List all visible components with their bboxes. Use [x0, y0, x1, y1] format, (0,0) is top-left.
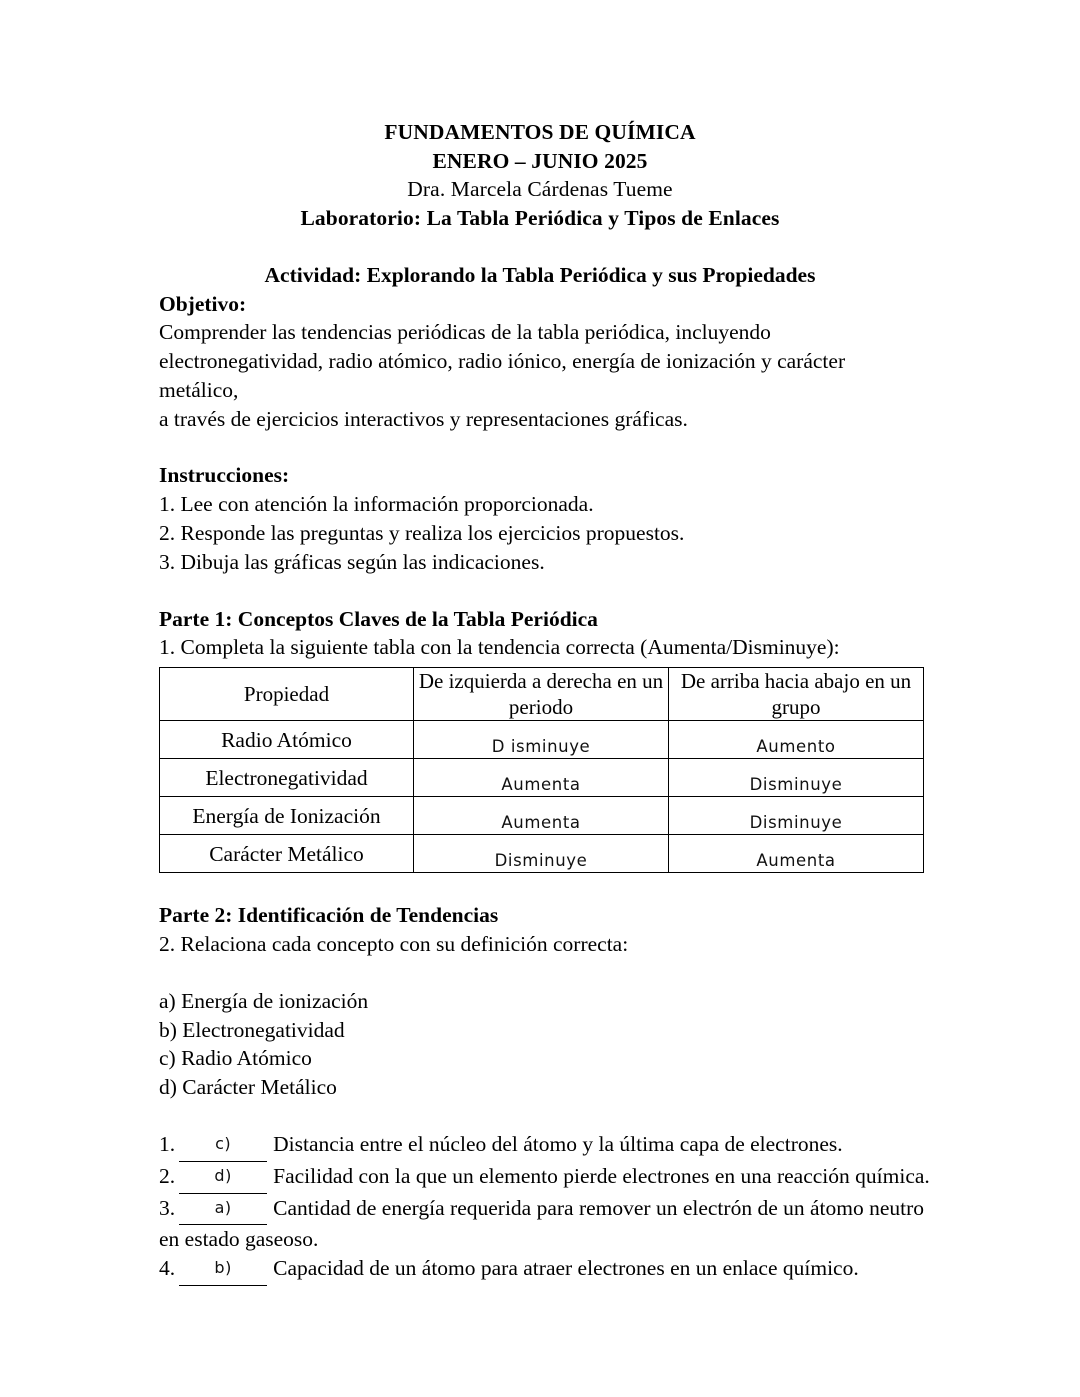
answer-period[interactable]: Aumenta: [501, 812, 581, 832]
answer-group[interactable]: Aumento: [756, 736, 836, 756]
answer-value: d): [214, 1165, 232, 1185]
match-item: [159, 1254, 921, 1286]
answer-group[interactable]: Disminuye: [749, 812, 843, 832]
column-header-group: De arriba hacia abajo en un grupo: [669, 668, 924, 721]
property-label: Electronegatividad: [205, 765, 368, 790]
instruction-item: 3. Dibuja las gráficas según las indicaciones.: [159, 549, 545, 574]
instruction-item: 1. Lee con atención la información proporcionada.: [159, 492, 594, 517]
spacer: [159, 433, 921, 461]
property-label: Energía de Ionización: [192, 803, 381, 828]
part1-prompt: 1. Completa la siguiente tabla con la tendencia correcta (Aumenta/Disminuye):: [159, 635, 840, 660]
part2-heading: Parte 2: Identificación de Tendencias: [159, 903, 499, 928]
table-header-row: [160, 668, 924, 721]
match-number: 2.: [159, 1163, 176, 1188]
instructions-heading: Instrucciones:: [159, 463, 290, 488]
document-header: [159, 118, 921, 232]
match-definition: Distancia entre el núcleo del átomo y la última capa de electrones.: [273, 1132, 843, 1157]
document-body: [159, 118, 930, 1286]
answer-blank[interactable]: [179, 1162, 267, 1194]
table-row: [160, 835, 924, 873]
course-title: FUNDAMENTOS DE QUÍMICA: [384, 120, 696, 144]
activity-title: Actividad: Explorando la Tabla Periódica y sus Propiedades: [264, 263, 816, 287]
match-item: [159, 1194, 925, 1226]
objective-line-1: Comprender las tendencias periódicas de la tabla periódica, incluyendo: [159, 320, 771, 345]
instructor-name: Dra. Marcela Cárdenas Tueme: [407, 177, 673, 201]
objective-heading: Objetivo:: [159, 291, 247, 316]
match-number: 3.: [159, 1195, 176, 1220]
answer-group[interactable]: Aumenta: [756, 850, 836, 870]
match-item: [159, 1162, 930, 1194]
part1-heading: Parte 1: Conceptos Claves de la Tabla Periódica: [159, 606, 598, 631]
table-row: [160, 721, 924, 759]
answer-blank[interactable]: [179, 1254, 267, 1286]
answer-period[interactable]: D isminuye: [491, 736, 591, 756]
lab-title: Laboratorio: La Tabla Periódica y Tipos de Enlaces: [300, 205, 780, 230]
column-header-property: Propiedad: [160, 668, 414, 721]
spacer: [159, 873, 921, 901]
match-definition: Facilidad con la que un elemento pierde electrones en una reacción química.: [273, 1163, 930, 1188]
answer-period[interactable]: Disminuye: [494, 850, 588, 870]
table-row: [160, 797, 924, 835]
objective-line-2: electronegatividad, radio atómico, radio iónico, energía de ionización y carácter metálico,: [159, 349, 846, 402]
answer-value: b): [214, 1258, 232, 1278]
spacer: [159, 1102, 921, 1130]
answer-value: c): [215, 1134, 232, 1154]
match-definition: Capacidad de un átomo para atraer electrones en un enlace químico.: [273, 1256, 859, 1281]
match-definition: Cantidad de energía requerida para remover un electrón de un átomo neutro: [273, 1195, 925, 1220]
table-row: [160, 759, 924, 797]
property-label: Carácter Metálico: [209, 841, 364, 866]
match-definition-continuation: en estado gaseoso.: [159, 1227, 319, 1252]
answer-period[interactable]: Aumenta: [501, 774, 581, 794]
match-item: [159, 1130, 921, 1162]
property-label: Radio Atómico: [221, 727, 352, 752]
option-item-b: b) Electronegatividad: [159, 1017, 345, 1042]
answer-value: a): [214, 1197, 232, 1217]
trends-table: [159, 667, 924, 873]
match-number: 1.: [159, 1132, 176, 1157]
answer-blank[interactable]: [179, 1194, 267, 1226]
part2-prompt: 2. Relaciona cada concepto con su definición correcta:: [159, 932, 629, 957]
spacer: [159, 577, 921, 605]
course-term: ENERO – JUNIO 2025: [432, 148, 648, 173]
answer-blank[interactable]: [179, 1130, 267, 1162]
answer-group[interactable]: Disminuye: [749, 774, 843, 794]
spacer: [159, 959, 921, 987]
option-item-c: c) Radio Atómico: [159, 1046, 312, 1071]
match-number: 4.: [159, 1256, 176, 1281]
option-item-d: d) Carácter Metálico: [159, 1075, 337, 1100]
column-header-period: De izquierda a derecha en un periodo: [414, 668, 669, 721]
option-item-a: a) Energía de ionización: [159, 988, 369, 1013]
objective-line-3: a través de ejercicios interactivos y representaciones gráficas.: [159, 406, 688, 431]
instruction-item: 2. Responde las preguntas y realiza los ejercicios propuestos.: [159, 521, 685, 546]
